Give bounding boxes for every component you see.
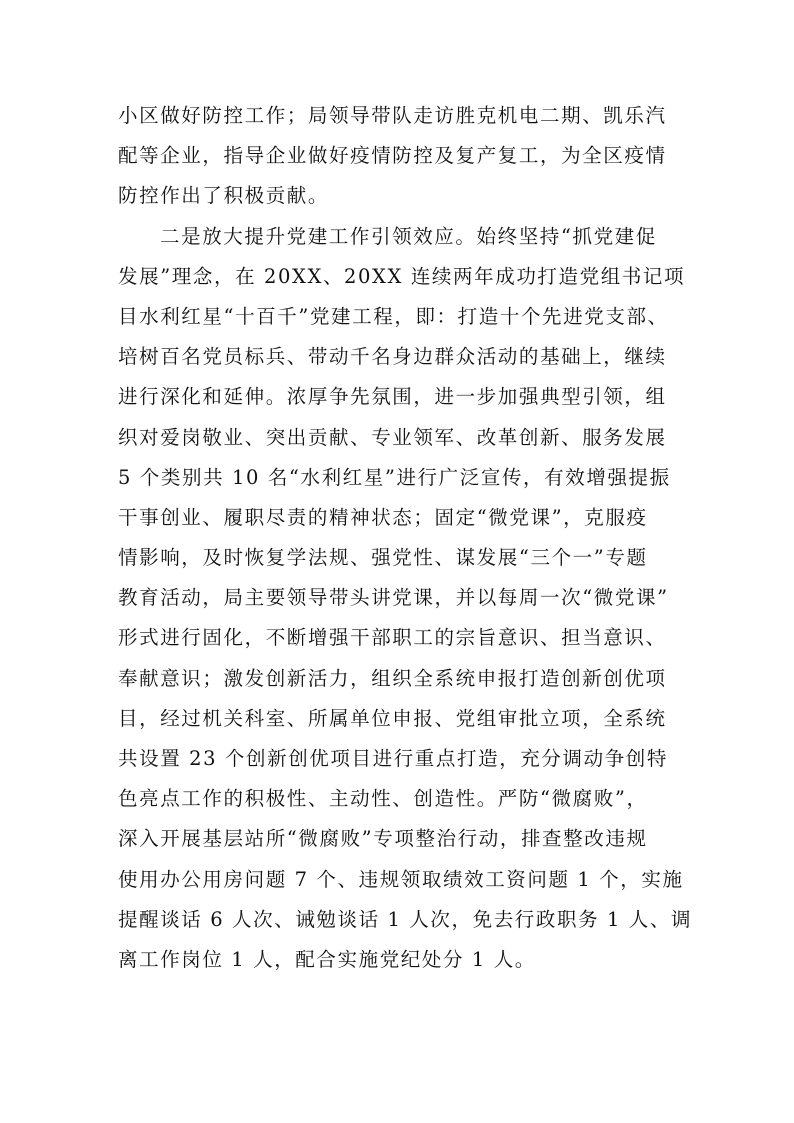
text-line: 发展”理念，在 20XX、20XX 连续两年成功打造党组书记项 <box>118 264 686 288</box>
text-line: 共设置 23 个创新创优项目进行重点打造，充分调动争创特 <box>118 747 669 770</box>
text-line: 配等企业，指导企业做好疫情防控及复产复工，为全区疫情 <box>118 144 667 168</box>
text-line: 目水利红星“十百千”党建工程，即：打造十个先进党支部、 <box>118 304 669 328</box>
text-line: 形式进行固化，不断增强干部职工的宗旨意识、担当意识、 <box>118 626 667 650</box>
text-line: 情影响，及时恢复学法规、强党性、谋发展“三个一”专题 <box>118 546 648 570</box>
text-line: 防控作出了积极贡献。 <box>118 184 330 208</box>
text-line: 教育活动，局主要领导带头讲党课，并以每周一次“微党课” <box>118 586 669 610</box>
text-line: 提醒谈话 6 人次、诫勉谈话 1 人次，免去行政职务 1 人、调 <box>118 907 693 931</box>
body-text <box>118 96 693 980</box>
text-line: 进行深化和延伸。浓厚争先氛围，进一步加强典型引领，组 <box>118 385 667 409</box>
text-line: 干事创业、履职尽责的精神状态；固定“微党课”，克服疫 <box>118 505 648 529</box>
paragraph-first-line: 二是放大提升党建工作引领效应。始终坚持“抓党建促 <box>160 224 657 248</box>
text-line: 培树百名党员标兵、带动千名身边群众活动的基础上，继续 <box>118 345 667 369</box>
text-line: 织对爱岗敬业、突出贡献、专业领军、改革创新、服务发展 <box>118 425 667 449</box>
text-line: 小区做好防控工作；局领导带队走访胜克机电二期、凯乐汽 <box>118 104 667 127</box>
text-line: 深入开展基层站所“微腐败”专项整治行动，排查整改违规 <box>118 827 648 851</box>
text-line: 使用办公用房问题 7 个、违规领取绩效工资问题 1 个，实施 <box>118 867 684 891</box>
text-line: 奉献意识；激发创新活力，组织全系统申报打造创新创优项 <box>118 666 667 690</box>
text-line: 目，经过机关科室、所属单位申报、党组审批立项，全系统 <box>118 706 667 730</box>
text-line: 5 个类别共 10 名“水利红星”进行广泛宣传，有效增强提振 <box>118 465 671 489</box>
text-line: 离工作岗位 1 人，配合实施党纪处分 1 人。 <box>118 947 536 971</box>
text-line: 色亮点工作的积极性、主动性、创造性。严防“微腐败”， <box>118 787 648 811</box>
